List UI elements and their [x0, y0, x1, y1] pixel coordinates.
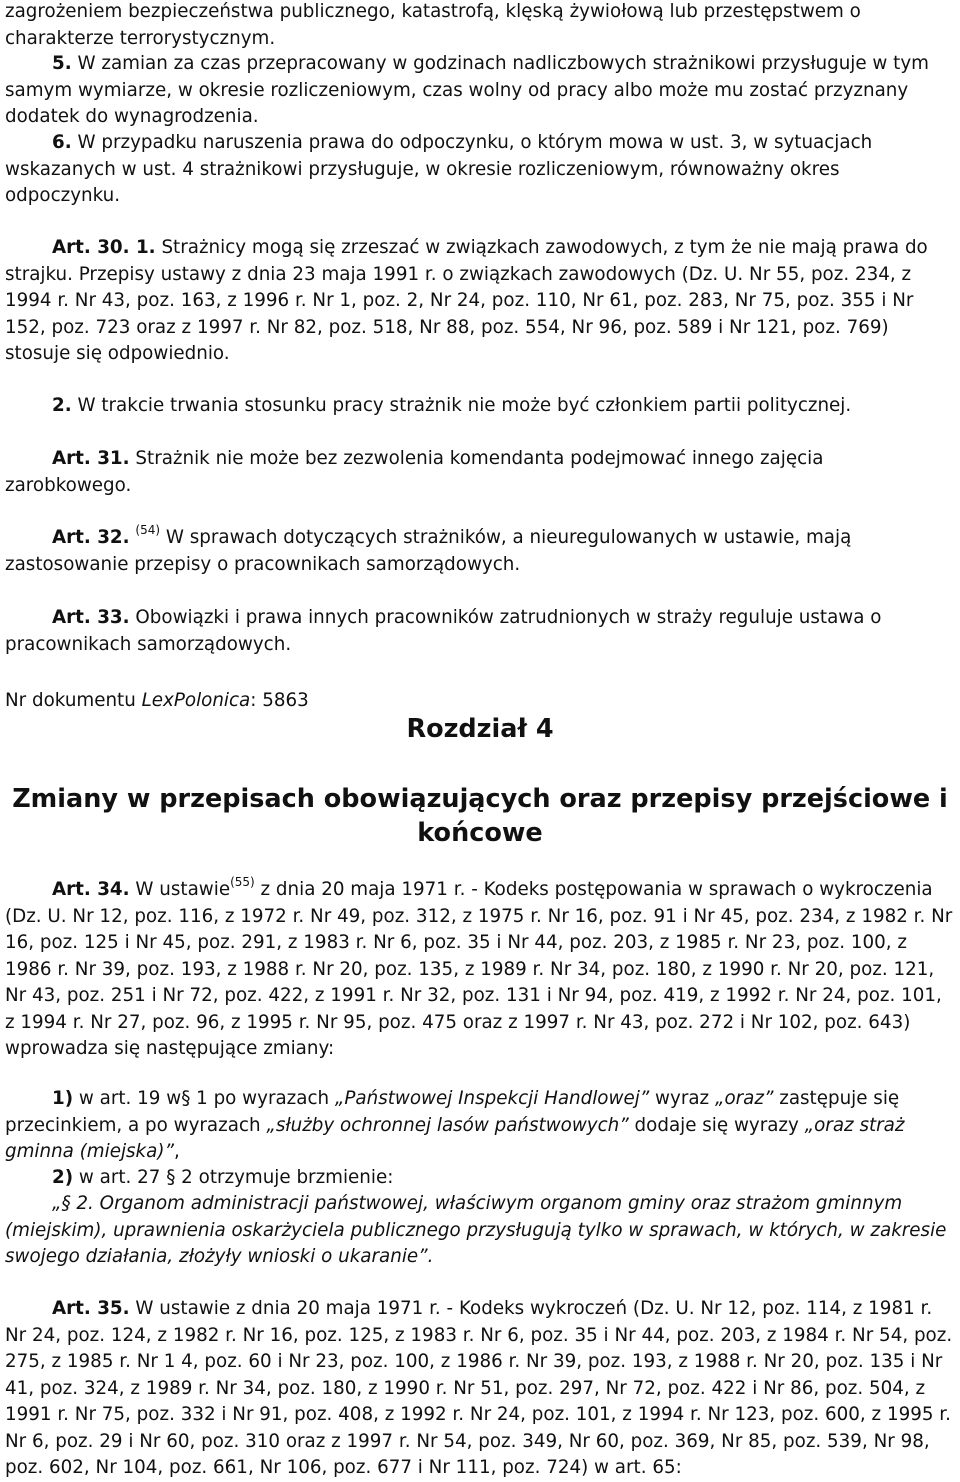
art29-paragraph-6: 6. W przypadku naruszenia prawa do odpoczynku, o którym mowa w ust. 3, w sytuacjach wskazanych w ust. 4 strażnikowi przysługuje, w okresie rozliczeniowym, równoważny okres odpoczynku. — [5, 132, 873, 206]
art34-item-1: 1) w art. 19 w§ 1 po wyrazach „Państwowej Inspekcji Handlowej” wyraz „oraz” zastępuje się przecinkiem, a po wyrazach „służby ochronnej lasów państwowych” dodaje się wyrazy „oraz straż gminna (miejska)”, — [5, 1088, 905, 1162]
footnote-marker[interactable]: (54) — [135, 523, 161, 537]
art34-item-2: 2) w art. 27 § 2 otrzymuje brzmienie: — [52, 1167, 394, 1188]
art34: Art. 34. W ustawie$^{(55)}$ z dnia 20 maja 1971 r. - Kodeks postępowania w sprawach o wykroczenia (Dz. U. Nr 12, poz. 116, z 1972 r. Nr 49, poz. 312, z 1975 r. Nr 16, poz. 91 i Nr 45, poz. 234, z 1982 r. Nr 16, poz. 125 i Nr 45, poz. 291, z 1983 r. Nr 6, poz. 35 i Nr 44, poz. 203, z 1985 r. Nr 23, poz. 100, z 1986 r. Nr 39, poz. 193, z 1988 r. Nr 20, poz. 135, z 1989 r. Nr 34, poz. 180, z 1990 r. Nr 20, poz. 121, Nr 43, poz. 251 i Nr 72, poz. 422, z 1991 r. Nr 32, poz. 131 i Nr 94, poz. 419, z 1992 r. Nr 24, poz. 101, z 1994 r. Nr 27, poz. 96, z 1995 r. Nr 95, poz. 475 oraz z 1997 r. Nr 43, poz. 272 i Nr 102, poz. 643) wprowadza się następujące zmiany: — [5, 875, 953, 1059]
art34-quoted-provision: „§ 2. Organom administracji państwowej, właściwym organom gminy oraz strażom gminnym (miejskim), uprawnienia oskarżyciela publicznego przysługują tylko w sprawach, w których, w zakresie swojego działania, złożyły wnioski o ukaranie”. — [5, 1193, 947, 1267]
continued-paragraph: zagrożeniem bezpieczeństwa publicznego, katastrofą, klęską żywiołową lub przestępstwem o charakterze terrorystycznym. — [5, 1, 861, 49]
article-label: Art. 34. — [52, 879, 130, 900]
item-number: 1) — [52, 1088, 74, 1109]
art31: Art. 31. Strażnik nie może bez zezwolenia komendanta podejmować innego zajęcia zarobkowego. — [5, 448, 824, 496]
art30-paragraph-2: 2. W trakcie trwania stosunku pracy strażnik nie może być członkiem partii politycznej. — [52, 395, 852, 416]
art35: Art. 35. W ustawie z dnia 20 maja 1971 r. - Kodeks wykroczeń (Dz. U. Nr 12, poz. 114, z 1981 r. Nr 24, poz. 124, z 1982 r. Nr 16, poz. 125, z 1983 r. Nr 6, poz. 35 i Nr 44, poz. 203, z 1984 r. Nr 54, poz. 275, z 1985 r. Nr 1 4, poz. 60 i Nr 23, poz. 100, z 1986 r. Nr 39, poz. 193, z 1988 r. Nr 20, poz. 135 i Nr 41, poz. 324, z 1989 r. Nr 34, poz. 180, z 1990 r. Nr 51, poz. 297, Nr 72, poz. 422 i Nr 86, poz. 504, z 1991 r. Nr 75, poz. 332 i Nr 91, poz. 408, z 1992 r. Nr 24, poz. 101, z 1994 r. Nr 123, poz. 600, z 1995 r. Nr 6, poz. 29 i Nr 60, poz. 310 oraz z 1997 r. Nr 54, poz. 349, Nr 60, poz. 369, Nr 85, poz. 539, Nr 98, poz. 602, Nr 104, poz. 661, Nr 106, poz. 677 i Nr 111, poz. 724) w art. 65: — [5, 1298, 953, 1478]
art32: Art. 32. $^{(54)}$ W sprawach dotyczących strażników, a nieuregulowanych w ustawie, mają zastosowanie przepisy o pracownikach samorządowych. — [5, 523, 852, 575]
item-number: 2) — [52, 1167, 74, 1188]
article-label: Art. 32. — [52, 527, 130, 548]
paragraph-number: 5. — [52, 53, 72, 74]
source-name: LexPolonica — [141, 690, 251, 711]
footnote-marker[interactable]: (55) — [230, 875, 255, 889]
article-label: Art. 35. — [52, 1298, 130, 1319]
art33: Art. 33. Obowiązki i prawa innych pracowników zatrudnionych w straży reguluje ustawa o pracownikach samorządowych. — [5, 607, 882, 655]
chapter-subtitle: Zmiany w przepisach obowiązujących oraz przepisy przejściowe i końcowe — [12, 784, 948, 848]
section-sign: § — [181, 1088, 191, 1109]
section-sign: § — [166, 1167, 176, 1188]
chapter-title: Rozdział 4 — [406, 714, 554, 744]
article-label: Art. 33. — [52, 607, 130, 628]
paragraph-number: 2. — [52, 395, 72, 416]
article-label: Art. 30. 1. — [52, 237, 156, 258]
article-label: Art. 31. — [52, 448, 130, 469]
art29-paragraph-5: 5. W zamian za czas przepracowany w godzinach nadliczbowych strażnikowi przysługuje w tym samym wymiarze, w okresie rozliczeniowym, czas wolny od pracy albo może mu zostać przyznany dodatek do wynagrodzenia. — [5, 53, 929, 127]
paragraph-number: 6. — [52, 132, 72, 153]
art30-paragraph-1: Art. 30. 1. Strażnicy mogą się zrzeszać w związkach zawodowych, z tym że nie mają prawa do strajku. Przepisy ustawy z dnia 23 maja 1991 r. o związkach zawodowych (Dz. U. Nr 55, poz. 234, z 1994 r. Nr 43, poz. 163, z 1996 r. Nr 1, poz. 2, Nr 24, poz. 110, Nr 61, poz. 283, Nr 75, poz. 355 i Nr 152, poz. 723 oraz z 1997 r. Nr 82, poz. 518, Nr 88, poz. 554, Nr 96, poz. 589 i Nr 121, poz. 769) stosuje się odpowiednio. — [5, 237, 928, 364]
document-number: Nr dokumentu LexPolonica: 5863 — [5, 690, 309, 711]
